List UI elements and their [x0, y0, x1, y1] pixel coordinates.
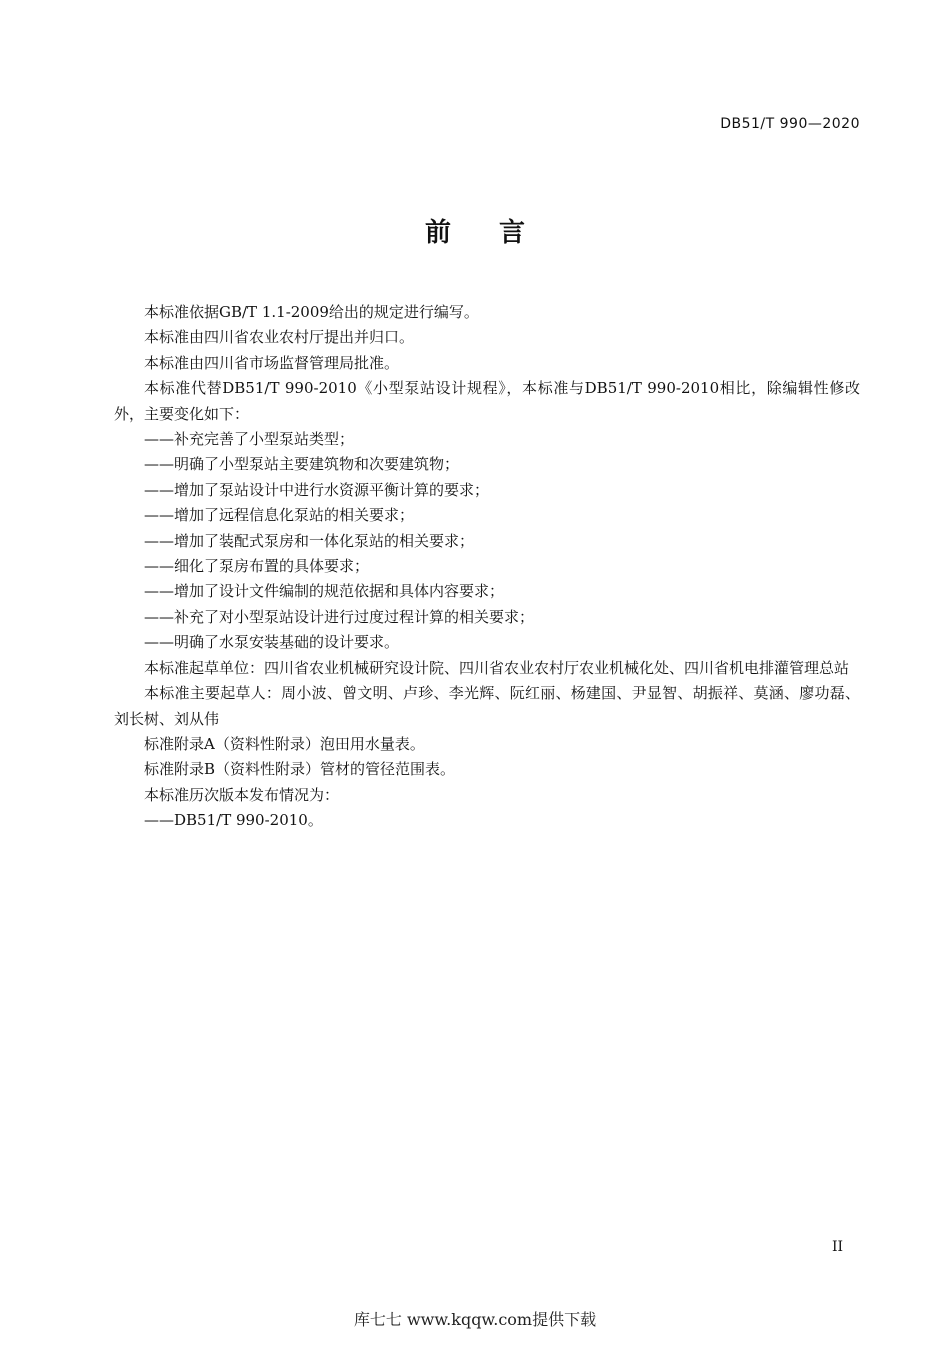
change-item: ——明确了水泵安装基础的设计要求。: [144, 633, 400, 652]
change-item: ——细化了泵房布置的具体要求；: [144, 557, 370, 576]
change-item: ——增加了装配式泵房和一体化泵站的相关要求；: [144, 531, 475, 550]
change-item: ——补充完善了小型泵站类型；: [144, 430, 355, 449]
change-item: ——明确了小型泵站主要建筑物和次要建筑物；: [144, 455, 460, 474]
change-item: ——增加了泵站设计中进行水资源平衡计算的要求；: [144, 480, 490, 499]
paragraph-approver: 本标准由四川省市场监督管理局批准。: [144, 353, 400, 372]
paragraph-drafting-units: 本标准起草单位：四川省农业机械研究设计院、四川省农业农村厅农业机械化处、四川省机电排灌管理总站: [144, 658, 850, 677]
history-item: ——DB51/T 990-2010。: [144, 811, 323, 830]
page-title: 前言: [424, 218, 573, 248]
paragraph-proposer: 本标准由四川省农业农村厅提出并归口。: [144, 328, 415, 347]
paragraph-drafters: 本标准主要起草人：周小波、曾文明、卢珍、李光辉、阮红丽、杨建国、尹显智、胡振祥、莫涵、廖功磊、刘长树、刘从伟: [114, 684, 860, 728]
change-item: ——补充了对小型泵站设计进行过度过程计算的相关要求；: [144, 607, 535, 626]
foreword-body: [114, 300, 860, 834]
paragraph-appendix-a: 标准附录A（资料性附录）泡田用水量表。: [144, 734, 425, 753]
download-footer: 库七七 www.kqqw.com提供下载: [353, 1310, 597, 1329]
document-code: DB51/T 990—2020: [720, 116, 860, 132]
paragraph-basis: 本标准依据GB/T 1.1-2009给出的规定进行编写。: [144, 303, 479, 321]
change-item: ——增加了远程信息化泵站的相关要求；: [144, 506, 415, 525]
paragraph-replaces: 本标准代替DB51/T 990-2010《小型泵站设计规程》，本标准与DB51/T 990-2010相比，除编辑性修改外，主要变化如下：: [114, 379, 860, 423]
change-item: ——增加了设计文件编制的规范依据和具体内容要求；: [144, 582, 505, 601]
page-number: II: [831, 1239, 843, 1255]
paragraph-history: 本标准历次版本发布情况为：: [144, 785, 340, 804]
paragraph-appendix-b: 标准附录B（资料性附录）管材的管径范围表。: [144, 760, 456, 779]
